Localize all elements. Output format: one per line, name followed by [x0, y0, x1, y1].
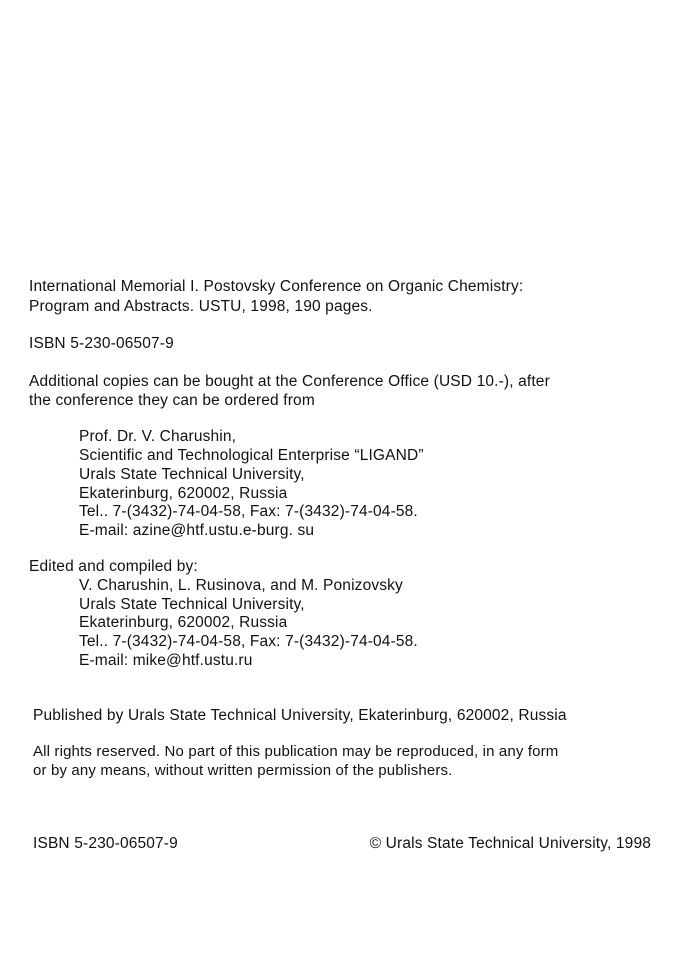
- isbn-top: ISBN 5-230-06507-9: [29, 335, 174, 352]
- book-title-line-1: International Memorial I. Postovsky Conference on Organic Chemistry:: [29, 278, 524, 295]
- publisher-line: Published by Urals State Technical University, Ekaterinburg, 620002, Russia: [33, 707, 567, 724]
- rights-line-2: or by any means, without written permission of the publishers.: [33, 762, 453, 779]
- order-contact-email: E-mail: azine@htf.ustu.e-burg. su: [79, 522, 315, 539]
- edited-phone: Tel.. 7-(3432)-74-04-58, Fax: 7-(3432)-74-04-58.: [79, 633, 418, 650]
- copies-line-2: the conference they can be ordered from: [29, 392, 315, 409]
- order-contact-enterprise: Scientific and Technological Enterprise “LIGAND”: [79, 447, 424, 464]
- isbn-footer: ISBN 5-230-06507-9: [33, 835, 178, 852]
- edited-heading: Edited and compiled by:: [29, 558, 198, 575]
- order-contact-city: Ekaterinburg, 620002, Russia: [79, 485, 288, 502]
- edited-city: Ekaterinburg, 620002, Russia: [79, 614, 288, 631]
- edited-editors: V. Charushin, L. Rusinova, and M. Ponizovsky: [79, 577, 403, 594]
- copyright-notice: © Urals State Technical University, 1998: [369, 835, 651, 852]
- order-contact-university: Urals State Technical University,: [79, 466, 305, 483]
- order-contact-phone: Tel.. 7-(3432)-74-04-58, Fax: 7-(3432)-74-04-58.: [79, 503, 418, 520]
- book-title-line-2: Program and Abstracts. USTU, 1998, 190 pages.: [29, 298, 373, 315]
- edited-email: E-mail: mike@htf.ustu.ru: [79, 652, 253, 669]
- copies-line-1: Additional copies can be bought at the Conference Office (USD 10.-), after: [29, 373, 550, 390]
- order-contact-name: Prof. Dr. V. Charushin,: [79, 428, 237, 445]
- edited-university: Urals State Technical University,: [79, 596, 305, 613]
- rights-line-1: All rights reserved. No part of this publication may be reproduced, in any form: [33, 743, 559, 760]
